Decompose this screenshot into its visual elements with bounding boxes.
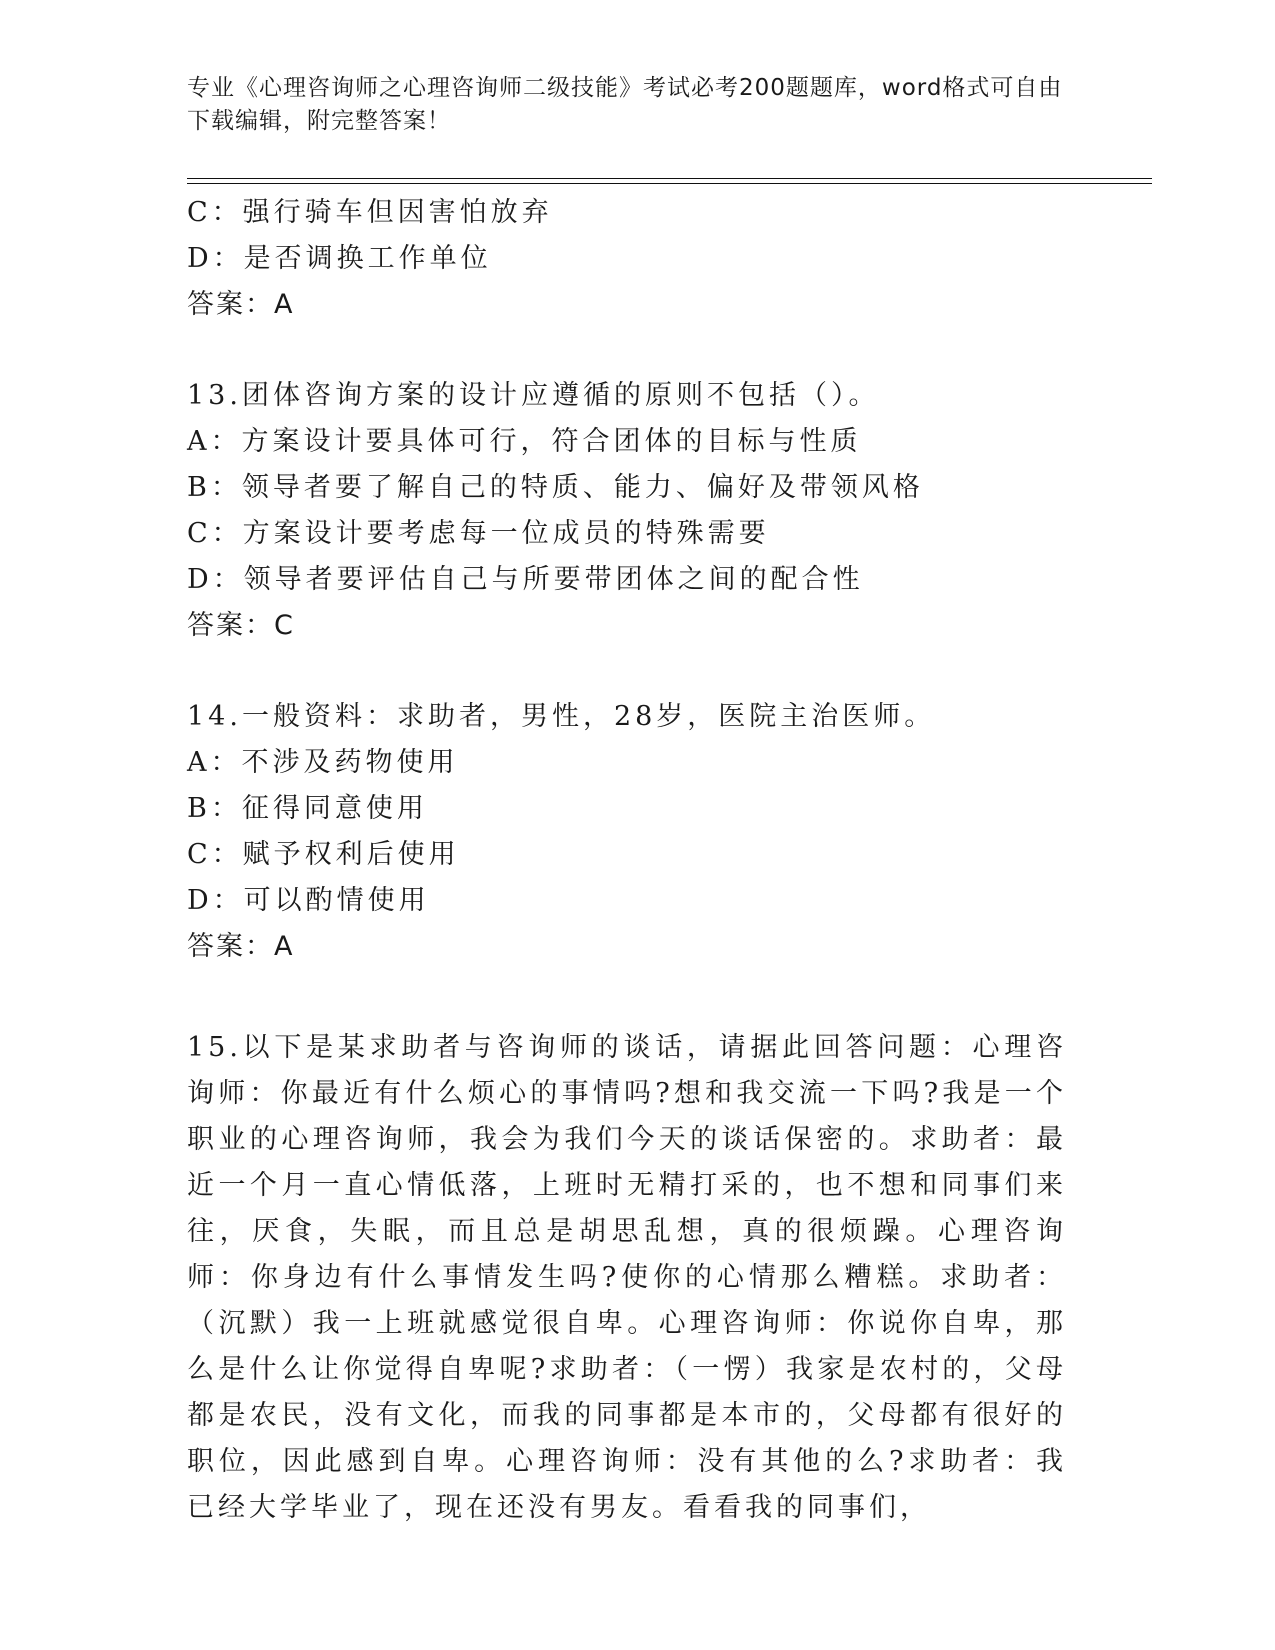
q14-stem: 14.一般资料：求助者，男性，28岁，医院主治医师。	[187, 701, 936, 732]
question-content	[187, 190, 1077, 1531]
q13-option-a: A：方案设计要具体可行，符合团体的目标与性质	[187, 426, 862, 457]
q12-answer: 答案：A	[187, 289, 295, 320]
q14-option-d: D：可以酌情使用	[187, 885, 430, 916]
spacer	[187, 970, 1077, 1015]
q13-answer: 答案：C	[187, 610, 295, 641]
header-rule-top	[187, 178, 1152, 179]
header-rule-bottom	[187, 183, 1152, 184]
q14-option-b: B：征得同意使用	[187, 793, 428, 824]
page-header: 专业《心理咨询师之心理咨询师二级技能》考试必考200题题库，word格式可自由下载编辑，附完整答案！	[187, 75, 1063, 134]
q14-option-c: C：赋予权利后使用	[187, 839, 460, 870]
q15-stem: 15.以下是某求助者与咨询师的谈话，请据此回答问题：心理咨询师：你最近有什么烦心的事情吗?想和我交流一下吗?我是一个职业的心理咨询师，我会为我们今天的谈话保密的。求助者：最近一个月一直心情低落，上班时无精打采的，也不想和同事们来往，厌食，失眠，而且总是胡思乱想，真的很烦躁。心理咨询师：你身边有什么事情发生吗?使你的心情那么糟糕。求助者：（沉默）我一上班就感觉很自卑。心理咨询师：你说你自卑，那么是什么让你觉得自卑呢?求助者：（一愣）我家是农村的，父母都是农民，没有文化，而我的同事都是本市的，父母都有很好的职位，因此感到自卑。心理咨询师：没有其他的么?求助者：我已经大学毕业了，现在还没有男友。看看我的同事们，	[187, 1032, 1067, 1523]
spacer	[187, 328, 1077, 373]
q13-stem: 13.团体咨询方案的设计应遵循的原则不包括（）。	[187, 380, 880, 411]
q12-option-c: C：强行骑车但因害怕放弃	[187, 197, 553, 228]
q13-option-c: C：方案设计要考虑每一位成员的特殊需要	[187, 518, 770, 549]
q14-answer: 答案：A	[187, 931, 295, 962]
q14-option-a: A：不涉及药物使用	[187, 747, 459, 778]
q12-option-d: D：是否调换工作单位	[187, 243, 492, 274]
q13-option-d: D：领导者要评估自己与所要带团体之间的配合性	[187, 564, 864, 595]
q13-option-b: B：领导者要了解自己的特质、能力、偏好及带领风格	[187, 472, 924, 503]
spacer	[187, 649, 1077, 694]
